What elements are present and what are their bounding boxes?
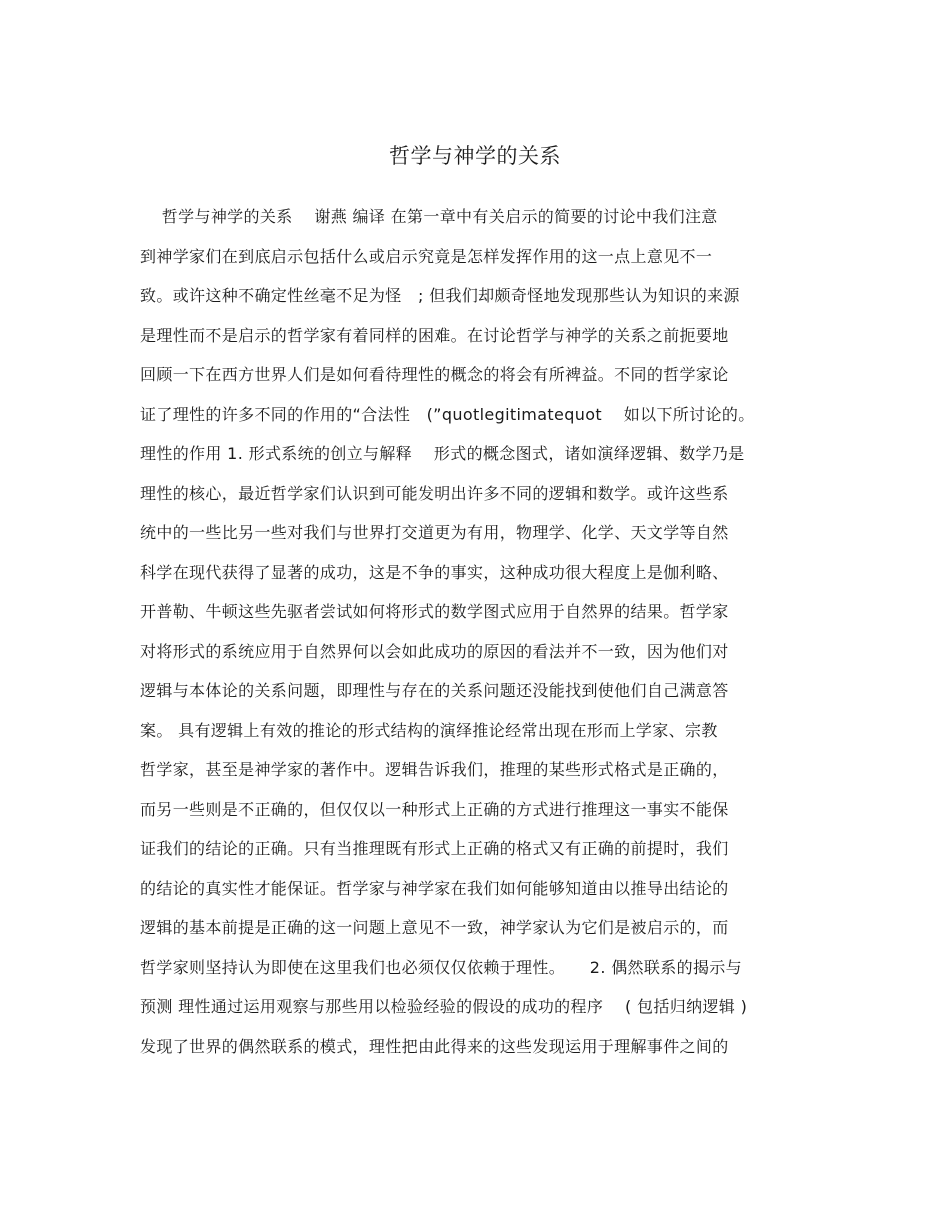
body-line: 证了理性的许多不同的作用的“合法性 (”quotlegitimatequot 如以下所讨论的。 bbox=[140, 404, 755, 424]
body-line: 哲学与神学的关系 谢燕 编译 在第一章中有关启示的简要的讨论中我们注意 bbox=[140, 207, 718, 226]
body-line: 理性的作用 1. 形式系统的创立与解释 形式的概念图式，诸如演绎逻辑、数学乃是 bbox=[140, 444, 745, 463]
body-line: 发现了世界的偶然联系的模式，理性把由此得来的这些发现运用于理解事件之间的 bbox=[140, 1036, 729, 1056]
body-line: 科学在现代获得了显著的成功，这是不争的事实，这种成功很大程度上是伽利略、 bbox=[140, 562, 729, 582]
body-line: 的结论的真实性才能保证。哲学家与神学家在我们如何能够知道由以推导出结论的 bbox=[140, 878, 729, 898]
body-line: 证我们的结论的正确。只有当推理既有形式上正确的格式又有正确的前提时，我们 bbox=[140, 839, 729, 858]
body-line: 开普勒、牛顿这些先驱者尝试如何将形式的数学图式应用于自然界的结果。哲学家 bbox=[140, 602, 729, 621]
body-line: 回顾一下在西方世界人们是如何看待理性的概念的将会有所裨益。不同的哲学家论 bbox=[140, 365, 729, 384]
body-line: 哲学家，甚至是神学家的著作中。逻辑告诉我们，推理的某些形式格式是正确的， bbox=[140, 760, 729, 779]
body-line: 理性的核心，最近哲学家们认识到可能发明出许多不同的逻辑和数学。或许这些系 bbox=[140, 483, 729, 503]
body-line: 到神学家们在到底启示包括什么或启示究竟是怎样发挥作用的这一点上意见不一 bbox=[140, 246, 713, 266]
body-line: 预测 理性通过运用观察与那些用以检验经验的假设的成功的程序 ( 包括归纳逻辑 ) bbox=[140, 997, 748, 1016]
body-line: 哲学家则坚持认为即使在这里我们也必须仅仅依赖于理性。 2. 偶然联系的揭示与 bbox=[140, 957, 743, 977]
body-line: 统中的一些比另一些对我们与世界打交道更为有用，物理学、化学、天文学等自然 bbox=[140, 523, 729, 542]
body-line: 致。或许这种不确定性丝毫不足为怪 ; 但我们却颇奇怪地发现那些认为知识的来源 bbox=[140, 286, 740, 305]
body-line: 是理性而不是启示的哲学家有着同样的困难。在讨论哲学与神学的关系之前扼要地 bbox=[140, 325, 729, 345]
body-line: 而另一些则是不正确的，但仅仅以一种形式上正确的方式进行推理这一事实不能保 bbox=[140, 799, 729, 819]
body-line: 对将形式的系统应用于自然界何以会如此成功的原因的看法并不一致，因为他们对 bbox=[140, 641, 729, 661]
document-body bbox=[140, 202, 820, 1071]
document-title: 哲学与神学的关系 bbox=[389, 144, 561, 168]
body-line: 逻辑的基本前提是正确的这一问题上意见不一致，神学家认为它们是被启示的，而 bbox=[140, 918, 729, 937]
body-line: 案。 具有逻辑上有效的推论的形式结构的演绎推论经常出现在形而上学家、宗教 bbox=[140, 720, 718, 740]
body-line: 逻辑与本体论的关系问题，即理性与存在的关系问题还没能找到使他们自己满意答 bbox=[140, 681, 729, 700]
